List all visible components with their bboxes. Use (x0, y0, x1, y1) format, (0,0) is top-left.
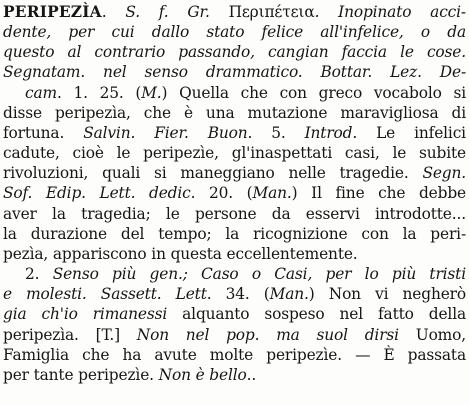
italic-text: S. f. Gr. (125, 3, 229, 21)
text-run: Περιπέτεια (228, 3, 315, 21)
text-run: per tante peripezìe. (3, 365, 159, 384)
entry-line (3, 264, 466, 284)
entry-line (3, 204, 466, 224)
dictionary-entry-peripezia (3, 2, 466, 385)
italic-text: cam (25, 83, 57, 102)
italic-text: Segnatam. nel senso drammatico. Bottar. Lez. De- (3, 63, 466, 82)
entry-line (3, 22, 466, 42)
text-run: . 20. ( (190, 184, 253, 203)
text-run: ) Non vi negherò (308, 285, 466, 304)
italic-text: Senso più gen.; Caso o Casi, per lo più tristi (52, 265, 466, 284)
italic-text: e molesti. Sassett. Lett (3, 285, 207, 304)
text-run: 2. (25, 265, 53, 284)
text-run: ) Il fine che debbe (291, 184, 466, 203)
text-run: cadute, cioè le peripezìe, gl'inaspettati casi, le subite (3, 144, 466, 163)
text-run: . 34. ( (206, 285, 270, 304)
entry-line (3, 42, 466, 62)
text-run: Uomo, (415, 325, 466, 344)
text-run: alquanto sospeso nel fatto della (182, 305, 466, 324)
entry-line (3, 345, 466, 365)
text-run: la durazione del tempo; la ricognizione con la peri- (3, 224, 466, 243)
entry-line (3, 183, 466, 203)
italic-text: Salvin. Fier. Buon (83, 123, 248, 142)
text-run: Famiglia che ha avute molte peripezìe. — È passata (3, 345, 466, 364)
text-run: . Le infelici (352, 123, 466, 142)
italic-text: Segn. (422, 164, 466, 183)
italic-text: . Inopinato acci- (314, 3, 466, 21)
text-run: aver la tragedia; le persone da esservi introdotte... (3, 204, 466, 223)
entry-line (3, 304, 466, 324)
entry-line (3, 224, 466, 244)
entry-line (3, 83, 466, 103)
italic-text: Man. (252, 184, 292, 203)
text-run: pezìa, appariscono in questa eccellentemente. (3, 244, 358, 263)
italic-text: Man. (269, 285, 309, 304)
text-run: peripezìa. [T.] (3, 325, 137, 344)
text-run: . 1. 25. ( (56, 83, 142, 102)
text-run: rivoluzioni, quali si maneggiano nelle tragedie. (3, 164, 423, 183)
entry-line (3, 325, 466, 345)
text-run: ) Quella che con greco vocabolo si (161, 83, 466, 102)
entry-line (3, 163, 466, 183)
text-run: .. (246, 365, 257, 384)
italic-text: questo al contrario passando, cangian faccia le cose. (3, 43, 466, 62)
italic-text: dente, per cui dallo stato felice all'infelice, o da (3, 23, 466, 42)
italic-text: Introd (304, 123, 353, 142)
italic-text: gia ch'io rimanessi (3, 305, 183, 324)
italic-text: M. (141, 83, 162, 102)
entry-line (3, 103, 466, 123)
entry-line (3, 284, 466, 304)
entry-line (3, 2, 466, 22)
text-run: fortuna. (3, 123, 84, 142)
entry-line (3, 143, 466, 163)
italic-text: Non nel pop. ma suol dirsi (136, 325, 416, 344)
entry-line (3, 62, 466, 82)
entry-line (3, 123, 466, 143)
text-run: . (101, 3, 126, 21)
text-run: disse peripezìa, che è una mutazione maravigliosa di (3, 103, 466, 122)
italic-text: Sof. Edip. Lett. dedic (3, 184, 191, 203)
headword: PERIPEZÌA (3, 3, 102, 21)
italic-text: Non è bello (158, 365, 247, 384)
entry-line (3, 244, 466, 264)
text-run: . 5. (247, 123, 305, 142)
entry-line (3, 365, 466, 385)
